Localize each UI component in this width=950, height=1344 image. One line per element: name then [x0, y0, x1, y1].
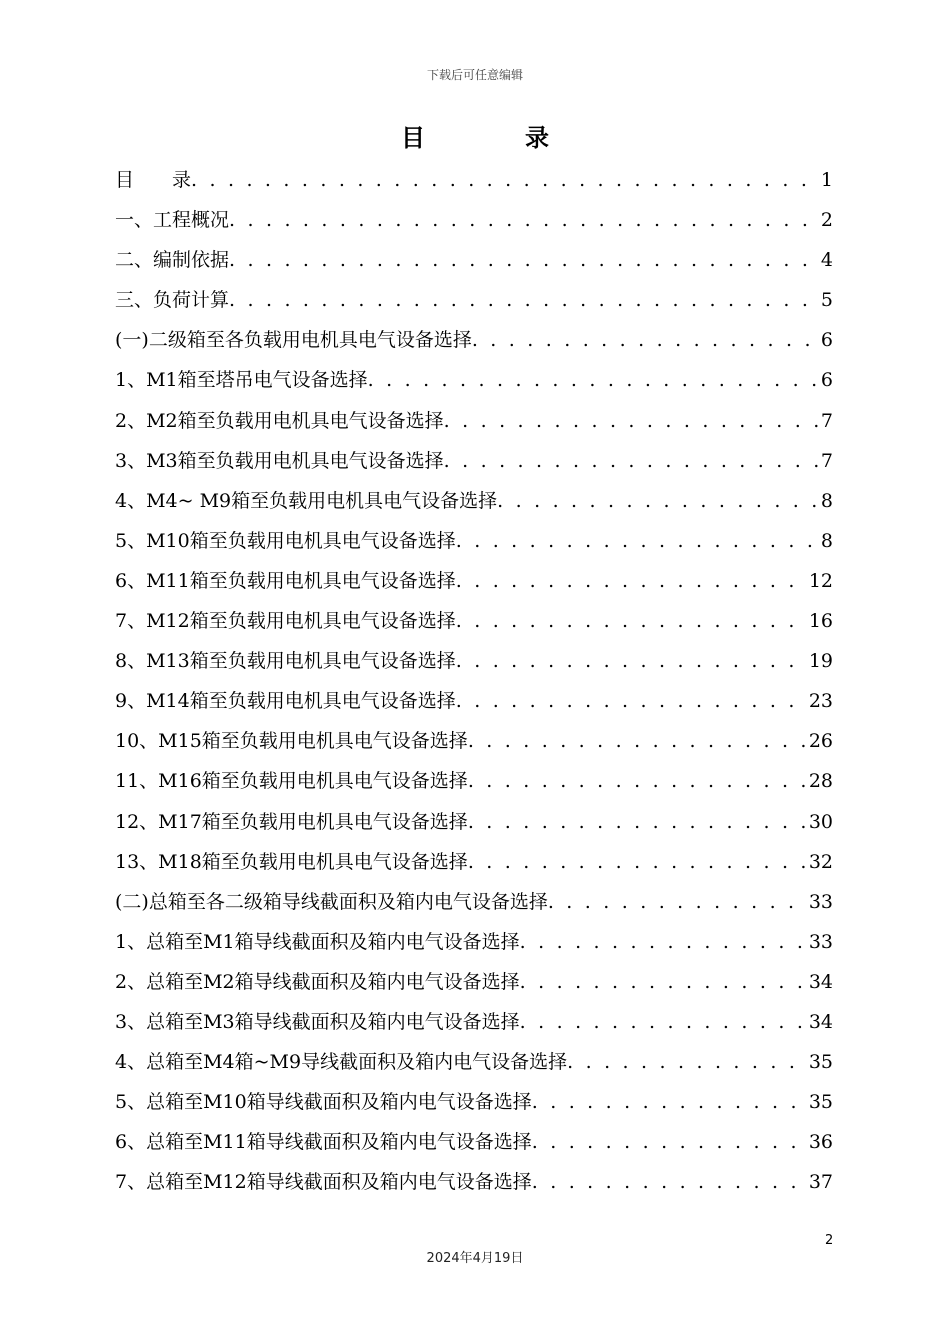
- toc-entry[interactable]: [115, 802, 833, 842]
- toc-dot-leader: [229, 240, 819, 280]
- toc-entry[interactable]: [115, 761, 833, 801]
- toc-entry-label: 5、M10箱至负载用电机具电气设备选择: [115, 529, 456, 552]
- toc-entry-label: 2、总箱至M2箱导线截面积及箱内电气设备选择: [115, 970, 520, 993]
- toc-entry-page: 8: [820, 489, 833, 512]
- toc-dot-leader: [444, 441, 819, 481]
- toc-entry[interactable]: [115, 721, 833, 761]
- toc-dot-leader: [456, 521, 819, 561]
- toc-entry-page: 2: [820, 209, 833, 232]
- toc-entry-label: 6、总箱至M11箱导线截面积及箱内电气设备选择: [115, 1131, 532, 1154]
- toc-dot-leader: [532, 1122, 807, 1162]
- toc-entry[interactable]: [115, 160, 833, 200]
- toc-entry-label: 13、M18箱至负载用电机具电气设备选择: [115, 850, 468, 873]
- toc-entry-page: 33: [808, 930, 833, 953]
- toc-entry[interactable]: [115, 1082, 833, 1122]
- toc-dot-leader: [532, 1082, 807, 1122]
- toc-entry-page: 8: [820, 529, 833, 552]
- toc-dot-leader: [456, 681, 807, 721]
- toc-dot-leader: [191, 160, 819, 200]
- toc-dot-leader: [456, 561, 807, 601]
- toc-dot-leader: [456, 641, 807, 681]
- toc-entry-page: 5: [820, 289, 833, 312]
- toc-entry[interactable]: [115, 441, 833, 481]
- toc-entry-label: 7、M12箱至负载用电机具电气设备选择: [115, 610, 456, 633]
- page-number: 2: [825, 1233, 834, 1248]
- toc-entry-label: (一)二级箱至各负载用电机具电气设备选择: [115, 329, 472, 352]
- toc-entry-page: 4: [820, 249, 833, 272]
- toc-entry-page: 1: [820, 169, 833, 191]
- toc-entry-page: 23: [808, 690, 833, 713]
- toc-entry-label: 7、总箱至M12箱导线截面积及箱内电气设备选择: [115, 1171, 532, 1194]
- toc-entry-page: 7: [820, 449, 833, 472]
- toc-entry-label: 2、M2箱至负载用电机具电气设备选择: [115, 409, 444, 432]
- toc-dot-leader: [497, 481, 819, 521]
- toc-dot-leader: [229, 200, 819, 240]
- toc-entry-label: (二)总箱至各二级箱导线截面积及箱内电气设备选择: [115, 890, 548, 913]
- toc-dot-leader: [456, 601, 807, 641]
- toc-entry[interactable]: [115, 962, 833, 1002]
- toc-entry-page: 7: [820, 409, 833, 432]
- toc-entry-page: 33: [808, 890, 833, 913]
- toc-dot-leader: [472, 320, 819, 360]
- toc-entry-label: 目 录: [115, 169, 192, 191]
- toc-entry[interactable]: [115, 641, 833, 681]
- toc-entry-label: 1、M1箱至塔吊电气设备选择: [115, 369, 368, 392]
- toc-entry-page: 16: [808, 610, 833, 633]
- toc-entry[interactable]: [115, 360, 833, 400]
- toc-dot-leader: [229, 280, 819, 320]
- page-header: 下载后可任意编辑: [426, 68, 523, 82]
- toc-dot-leader: [468, 842, 807, 882]
- toc-entry-label: 8、M13箱至负载用电机具电气设备选择: [115, 650, 456, 673]
- toc-entry[interactable]: [115, 561, 833, 601]
- toc-entry[interactable]: [115, 681, 833, 721]
- toc-entry-page: 26: [808, 730, 833, 753]
- toc-entry[interactable]: [115, 280, 833, 320]
- toc-entry-label: 4、总箱至M4箱~M9导线截面积及箱内电气设备选择: [115, 1051, 568, 1074]
- toc-entry-page: 19: [808, 650, 833, 673]
- toc-dot-leader: [520, 962, 807, 1002]
- toc-entry-page: 37: [808, 1171, 833, 1194]
- toc-entry-label: 9、M14箱至负载用电机具电气设备选择: [115, 690, 456, 713]
- toc-entry[interactable]: [115, 842, 833, 882]
- toc-dot-leader: [444, 401, 819, 441]
- toc-entry[interactable]: [115, 1042, 833, 1082]
- toc-entry[interactable]: [115, 922, 833, 962]
- toc-entry-page: 12: [808, 569, 833, 592]
- toc-entry-label: 三、负荷计算: [115, 289, 230, 312]
- toc-entry-page: 6: [820, 329, 833, 352]
- toc-entry[interactable]: [115, 1162, 833, 1202]
- toc-entry[interactable]: [115, 401, 833, 441]
- toc-dot-leader: [468, 761, 807, 801]
- toc-entry-label: 1、总箱至M1箱导线截面积及箱内电气设备选择: [115, 930, 520, 953]
- toc-entry-label: 3、M3箱至负载用电机具电气设备选择: [115, 449, 444, 472]
- toc-dot-leader: [532, 1162, 807, 1202]
- toc-entry-label: 6、M11箱至负载用电机具电气设备选择: [115, 569, 456, 592]
- toc-entry-page: 35: [808, 1091, 833, 1114]
- toc-title: 目 录: [401, 123, 587, 152]
- toc-dot-leader: [520, 1002, 807, 1042]
- toc-dot-leader: [468, 802, 807, 842]
- toc-entry-label: 一、工程概况: [115, 209, 230, 232]
- toc-entry[interactable]: [115, 481, 833, 521]
- toc-entry-label: 二、编制依据: [115, 249, 230, 272]
- toc-entry-page: 32: [808, 850, 833, 873]
- toc-entry[interactable]: [115, 240, 833, 280]
- toc-entry-label: 3、总箱至M3箱导线截面积及箱内电气设备选择: [115, 1010, 520, 1033]
- toc-entry-label: 11、M16箱至负载用电机具电气设备选择: [115, 770, 468, 793]
- toc-entry[interactable]: [115, 882, 833, 922]
- toc-entry-page: 28: [808, 770, 833, 793]
- toc-dot-leader: [567, 1042, 807, 1082]
- toc-entry-label: 12、M17箱至负载用电机具电气设备选择: [115, 810, 468, 833]
- toc-entry[interactable]: [115, 320, 833, 360]
- toc-entry-page: 6: [820, 369, 833, 392]
- toc-entry-label: 4、M4~ M9箱至负载用电机具电气设备选择: [115, 489, 498, 512]
- toc-dot-leader: [548, 882, 807, 922]
- toc-entry[interactable]: [115, 200, 833, 240]
- toc-entry[interactable]: [115, 521, 833, 561]
- toc-entry-page: 35: [808, 1051, 833, 1074]
- toc-entry-page: 34: [808, 970, 833, 993]
- toc-entry-label: 5、总箱至M10箱导线截面积及箱内电气设备选择: [115, 1091, 532, 1114]
- toc-entry[interactable]: [115, 1002, 833, 1042]
- table-of-contents: [115, 160, 833, 1202]
- toc-entry[interactable]: [115, 601, 833, 641]
- toc-dot-leader: [520, 922, 807, 962]
- toc-entry[interactable]: [115, 1122, 833, 1162]
- toc-dot-leader: [468, 721, 807, 761]
- footer-date: 2024年4月19日: [426, 1251, 524, 1266]
- toc-entry-page: 36: [808, 1131, 833, 1154]
- toc-entry-page: 34: [808, 1010, 833, 1033]
- toc-dot-leader: [368, 360, 819, 400]
- toc-entry-page: 30: [808, 810, 833, 833]
- toc-entry-label: 10、M15箱至负载用电机具电气设备选择: [115, 730, 468, 753]
